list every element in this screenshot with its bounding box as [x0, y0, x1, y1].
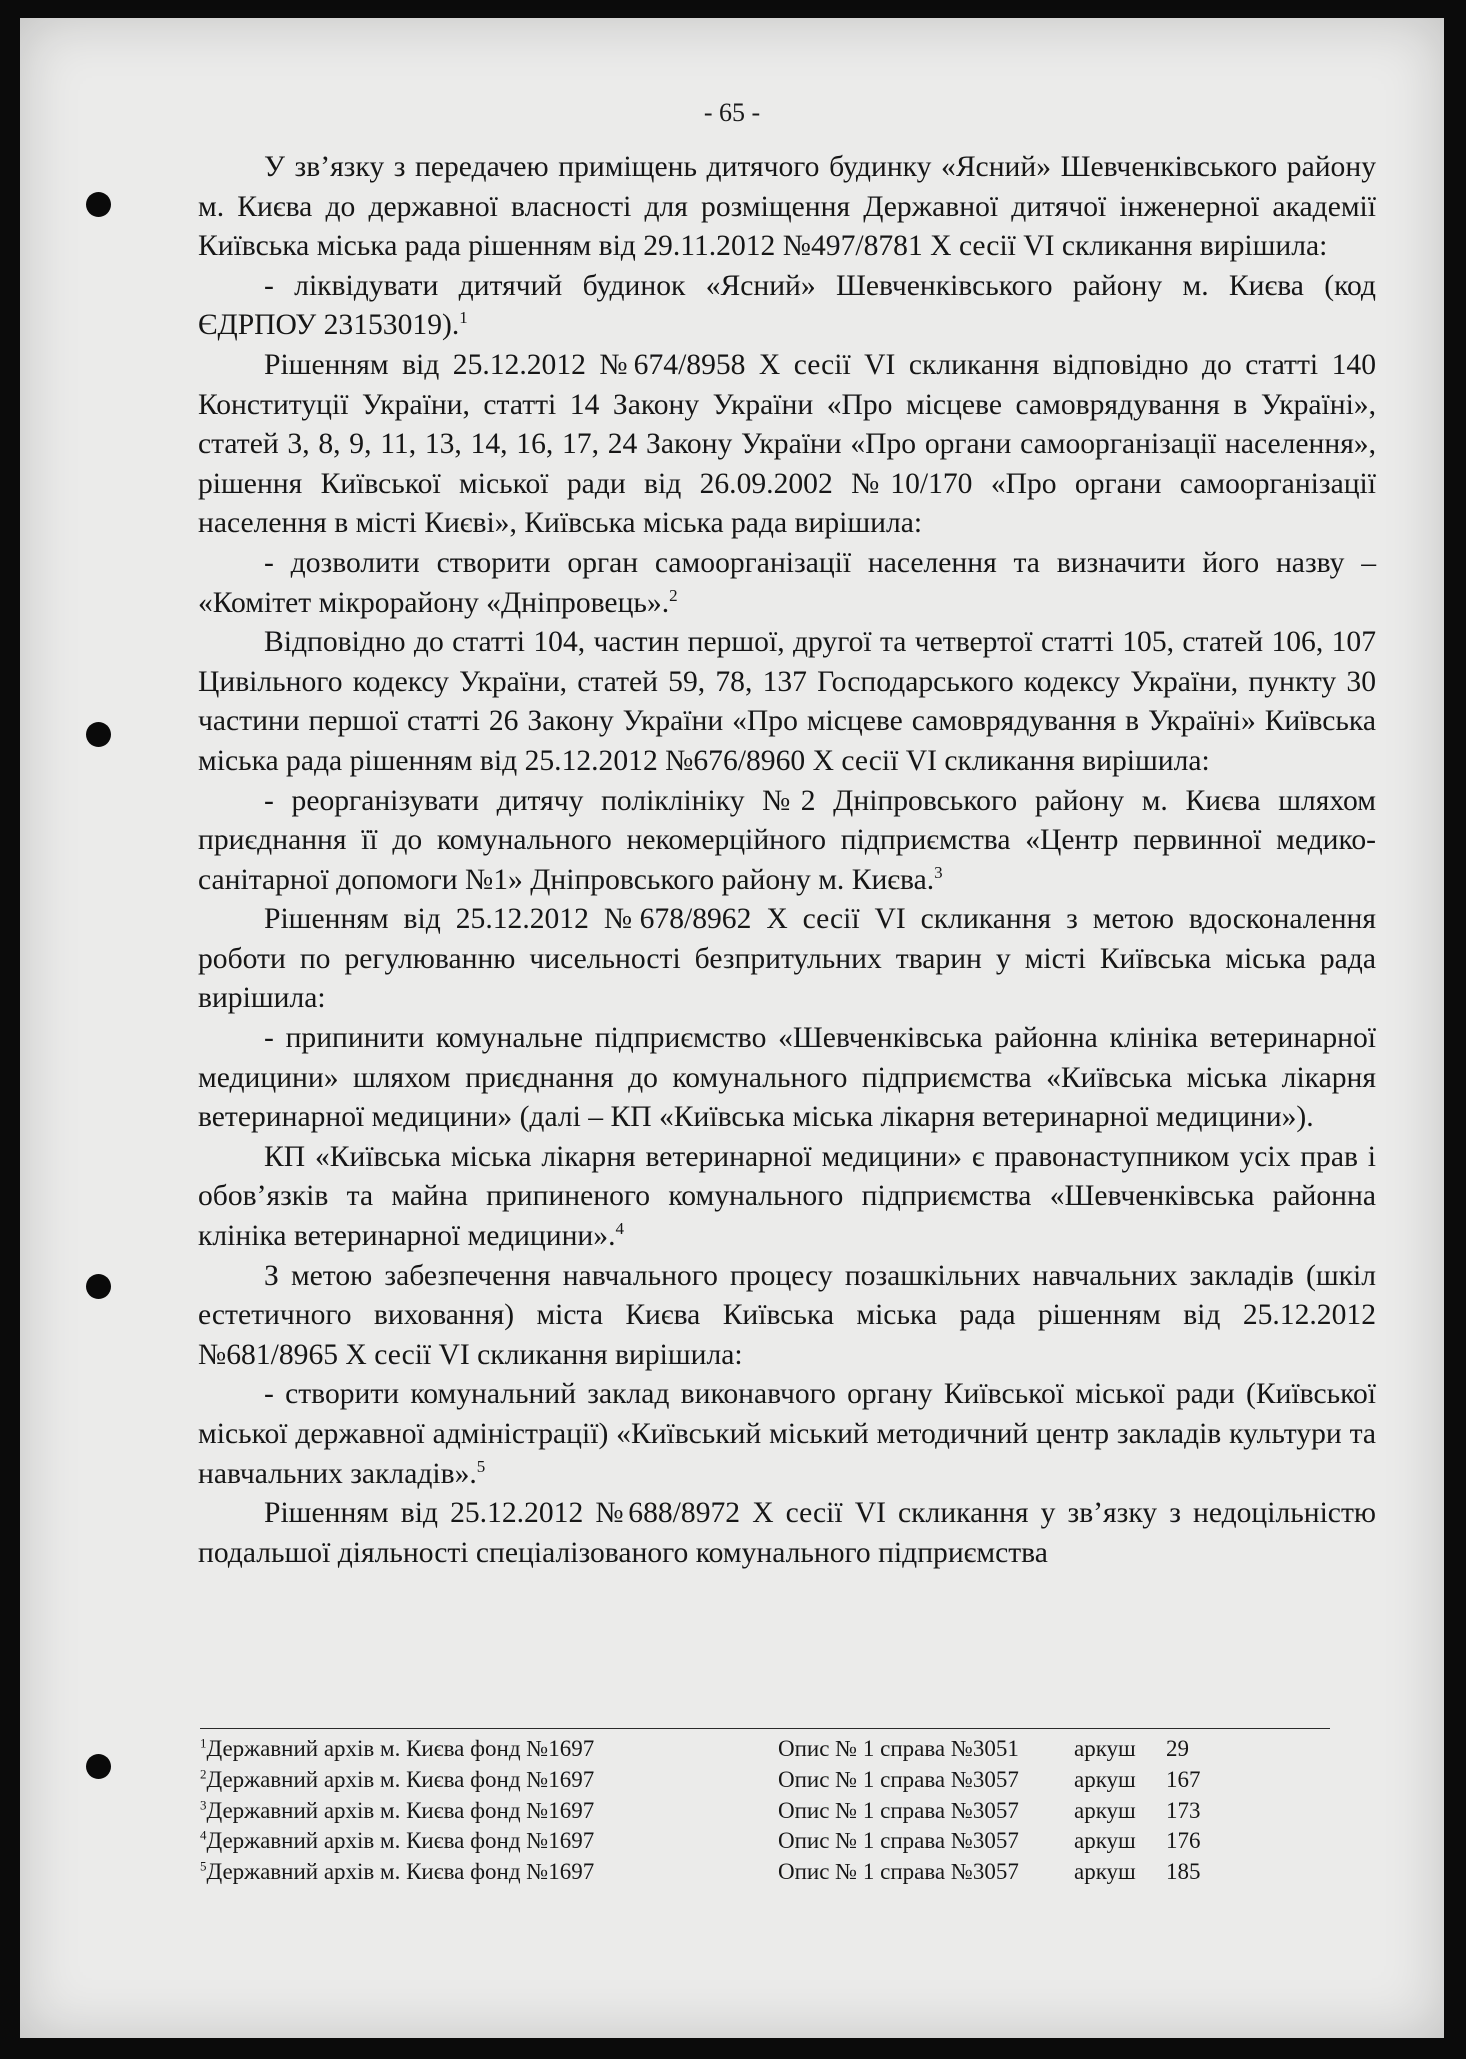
paragraph: Рішенням від 25.12.2012 №678/8962 X сесії VI скликання з метою вдосконалення роботи по регулюванню чисельності безпритульних тварин у місті Київська міська рада вирішила:: [198, 903, 1376, 1015]
footnote-sheet-label: аркуш: [1074, 1736, 1136, 1761]
footnote-ref: 3: [934, 862, 943, 882]
footnote-source: Державний архів м. Києва фонд №1697: [206, 1828, 595, 1854]
footnote-number: 5: [200, 1858, 207, 1874]
footnote-ref: 4: [615, 1219, 624, 1239]
paragraph: Відповідно до статті 104, частин першої, другої та четвертої статті 105, статей 106, 107 Цивільного кодексу України, статей 59, 78, 137 Господарського кодексу України, пункту 30 частини першої статті 26 Закону України «Про місцеве самоврядування в Україні» Київська міська рада рішенням від 25.12.2012 №676/8960 X сесії VI скликання вирішила:: [198, 626, 1376, 777]
footnote-row: [200, 1765, 1330, 1796]
footnote-sheet-label: аркуш: [1074, 1766, 1136, 1792]
footnote-source: Державний архів м. Києва фонд №1697: [206, 1859, 595, 1885]
paragraph: Рішенням від 25.12.2012 №688/8972 X сесії VI скликання у зв’язку з недоцільністю подальшої діяльності спеціалізованого комунального підприємства: [198, 1497, 1376, 1569]
footnote-source: Державний архів м. Києва фонд №1697: [206, 1797, 595, 1823]
paragraph: - створити комунальний заклад виконавчого органу Київської міської ради (Київської міської державної адміністрації) «Київський міський методичний центр закладів культури та навчальних закладів».$^5$: [198, 1378, 1376, 1490]
paragraph: - припинити комунальне підприємство «Шевченківська районна клініка ветеринарної медицини» шляхом приєднання до комунального підприємства «Київська міська лікарня ветеринарної медицини» (далі – КП «Київська міська лікарня ветеринарної медицини»).: [198, 1022, 1376, 1134]
footnote-ref: 2: [669, 585, 678, 605]
footnote-number: 2: [200, 1766, 207, 1782]
footnote-row: [200, 1826, 1330, 1857]
punch-hole-icon: [86, 1754, 111, 1779]
footnote-sheet: 185: [1166, 1859, 1201, 1885]
footnote-sheet: 29: [1166, 1736, 1189, 1761]
footnote-case: Опис № 1 справа №3051: [778, 1736, 1019, 1761]
punch-hole-icon: [86, 1274, 111, 1299]
footnote-number: 1: [200, 1735, 207, 1751]
paragraph: Рішенням від 25.12.2012 №674/8958 X сесії VI скликання відповідно до статті 140 Конституції України, статті 14 Закону України «Про місцеве самоврядування в Україні», статей 3, 8, 9, 11, 13, 14, 16, 17, 24 Закону України «Про органи самоорганізації населення», рішення Київської міської ради від 26.09.2002 №10/170 «Про органи самоорганізації населення в місті Києві», Київська міська рада вирішила:: [198, 348, 1376, 540]
paragraph: - реорганізувати дитячу поліклініку №2 Дніпровського району м. Києва шляхом приєднання її до комунального некомерційного підприємства «Центр первинної медико-санітарної допомоги №1» Дніпровського району м. Києва.$^3$: [198, 784, 1376, 896]
footnote-number: 3: [200, 1796, 207, 1812]
footnote-sheet-label: аркуш: [1074, 1828, 1136, 1854]
footnote-case: Опис № 1 справа №3057: [778, 1859, 1019, 1885]
footnote-number: 4: [200, 1827, 207, 1843]
footnote-case: Опис № 1 справа №3057: [778, 1828, 1019, 1854]
punch-hole-icon: [86, 722, 111, 747]
document-page: [20, 18, 1444, 2038]
footnote-case: Опис № 1 справа №3057: [778, 1766, 1019, 1792]
footnote-sheet-label: аркуш: [1074, 1859, 1136, 1885]
footnote-divider: [200, 1728, 1330, 1729]
paragraph: - ліквідувати дитячий будинок «Ясний» Шевченківського району м. Києва (код ЄДРПОУ 23153019).$^1$: [198, 269, 1376, 342]
punch-hole-icon: [86, 192, 111, 217]
paragraph: - дозволити створити орган самоорганізації населення та визначити його назву – «Комітет мікрорайону «Дніпровець».$^2$: [198, 546, 1376, 619]
footnote-case: Опис № 1 справа №3057: [778, 1797, 1019, 1823]
footnote-sheet: 176: [1166, 1828, 1201, 1854]
footnote-sheet: 167: [1166, 1766, 1201, 1792]
page-number: - 65 -: [703, 98, 761, 127]
footnote-ref: 5: [476, 1456, 486, 1476]
footnote-sheet: 173: [1166, 1797, 1201, 1823]
footnote-row: [200, 1734, 1330, 1765]
paragraph: КП «Київська міська лікарня ветеринарної медицини» є правонаступником усіх прав і обов’язків та майна припиненого комунального підприємства «Шевченківська районна клініка ветеринарної медицини».$^4$: [198, 1140, 1376, 1253]
footnotes: [200, 1734, 1330, 1888]
footnote-sheet-label: аркуш: [1074, 1797, 1136, 1823]
document-body: [198, 148, 1376, 1573]
footnote-ref: 1: [459, 308, 468, 328]
paragraph: У зв’язку з передачею приміщень дитячого будинку «Ясний» Шевченківського району м. Києва до державної власності для розміщення Державної дитячої інженерної академії Київська міська рада рішенням від 29.11.2012 №497/8781 X сесії VI скликання вирішила:: [198, 151, 1376, 263]
footnote-row: [200, 1857, 1330, 1888]
footnote-source: Державний архів м. Києва фонд №1697: [206, 1766, 595, 1792]
footnote-row: [200, 1796, 1330, 1827]
paragraph: З метою забезпечення навчального процесу позашкільних навчальних закладів (шкіл естетичного виховання) міста Києва Київська міська рада рішенням від 25.12.2012 №681/8965 X сесії VI скликання вирішила:: [198, 1259, 1376, 1371]
footnote-source: Державний архів м. Києва фонд №1697: [206, 1736, 595, 1761]
